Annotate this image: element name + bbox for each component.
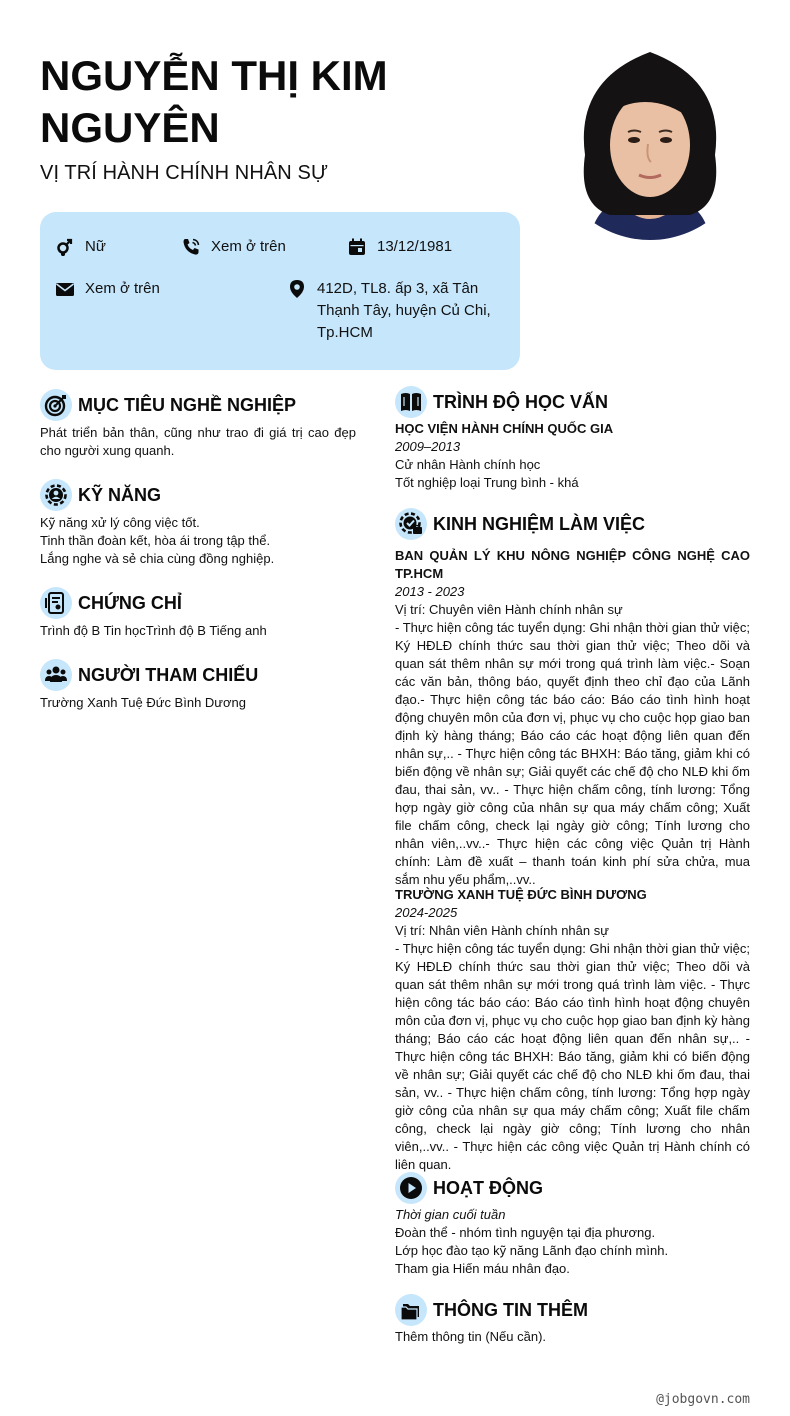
certificates-header bbox=[40, 587, 182, 619]
activities-header bbox=[395, 1172, 543, 1204]
gender-value: Nữ bbox=[85, 238, 106, 255]
contact-email bbox=[54, 278, 160, 300]
additional-text: Thêm thông tin (Nếu cần). bbox=[395, 1329, 547, 1344]
candidate-name: NGUYỄN THỊ KIM NGUYÊN bbox=[40, 52, 388, 151]
job-role: Vị trí: Chuyên viên Hành chính nhân sự bbox=[395, 602, 623, 617]
education-result: Tốt nghiệp loại Trung bình - khá bbox=[395, 475, 579, 490]
folder-icon bbox=[395, 1294, 427, 1326]
skill-item: Lắng nghe và sẻ chia cùng đồng nghiệp. bbox=[40, 551, 275, 566]
work-badge-icon bbox=[395, 508, 427, 540]
skill-item: Kỹ năng xử lý công việc tốt. bbox=[40, 515, 200, 530]
references-title: NGƯỜI THAM CHIẾU bbox=[78, 664, 259, 685]
education-header bbox=[395, 386, 608, 418]
job-description: - Thực hiện công tác tuyển dụng: Ghi nhận thời gian thử việc; Ký HĐLĐ chính thức sau thời gian thử việc; Theo dõi và quan sát thêm nhân sự mới trong quá trình làm việc.- Soạn các văn bản, thông báo, quyết định theo chỉ đạo của Lãnh đạo.- Thực hiện công tác báo cáo: Báo cáo tình hình hoạt động chuyên môn của đơn vị, phục vụ cho cuộc họp giao ban định kỳ hàng tháng; Báo cáo các hoạt động liên quan đến nhân sự,.. - Thực hiện công tác BHXH: Báo tăng, giảm khi có biến động về nhân sự; Giải quyết các chế độ cho NLĐ khi ốm đau, thai sản, vv.. - Thực hiện chấm công, tính lương: Tổng hợp ngày giờ công của nhân sự qua máy chấm công; Xuất file chấm công, check lại ngày giờ công; Tính lương cho nhân viên,..vv..- Thực hiện các công việc Quản trị Hành chính: Làm đề xuất – thanh toán kinh phí sửa chửa, mua sắm nhu yếu phẩm,..vv.. bbox=[395, 620, 750, 887]
skills-title: KỸ NĂNG bbox=[78, 484, 162, 505]
certificate-icon bbox=[40, 587, 72, 619]
activities-title: HOẠT ĐỘNG bbox=[433, 1177, 543, 1198]
activity-item: Đoàn thể - nhóm tình nguyện tại địa phương. bbox=[395, 1225, 656, 1240]
contact-address bbox=[286, 278, 506, 344]
job-organization: BAN QUẢN LÝ KHU NÔNG NGHIỆP CÔNG NGHỆ CAO TP.HCM bbox=[395, 548, 750, 581]
references-header bbox=[40, 659, 258, 691]
activities-period: Thời gian cuối tuần bbox=[395, 1207, 506, 1222]
objective-header bbox=[40, 389, 296, 421]
skills-header bbox=[40, 479, 161, 511]
education-degree: Cử nhân Hành chính học bbox=[395, 457, 541, 472]
education-school: HỌC VIỆN HÀNH CHÍNH QUỐC GIA bbox=[395, 421, 614, 436]
education-body bbox=[395, 420, 750, 492]
activity-item: Tham gia Hiến máu nhân đạo. bbox=[395, 1261, 570, 1276]
address-value: 412D, TL8. ấp 3, xã Tân Thạnh Tây, huyện Củ Chi, Tp.HCM bbox=[317, 280, 491, 341]
map-pin-icon bbox=[286, 278, 308, 300]
activity-item: Lớp học đào tạo kỹ năng Lãnh đạo chính mình. bbox=[395, 1243, 669, 1258]
book-icon bbox=[395, 386, 427, 418]
additional-title: THÔNG TIN THÊM bbox=[433, 1299, 588, 1320]
contact-birthday bbox=[346, 236, 452, 258]
envelope-icon bbox=[54, 278, 76, 300]
objective-title: MỤC TIÊU NGHỀ NGHIỆP bbox=[78, 394, 297, 415]
skill-item: Tinh thần đoàn kết, hòa ái trong tập thể. bbox=[40, 533, 271, 548]
email-value: Xem ở trên bbox=[85, 280, 160, 297]
phone-icon bbox=[180, 236, 202, 258]
watermark: @jobgovn.com bbox=[656, 1392, 750, 1407]
contact-box bbox=[40, 212, 520, 370]
job-organization: TRƯỜNG XANH TUỆ ĐỨC BÌNH DƯƠNG bbox=[395, 887, 647, 902]
education-title: TRÌNH ĐỘ HỌC VẤN bbox=[433, 391, 608, 412]
skills-list bbox=[40, 514, 356, 568]
skills-gear-icon bbox=[40, 479, 72, 511]
target-icon bbox=[40, 389, 72, 421]
avatar bbox=[550, 40, 750, 240]
certificates-text: Trình độ B Tin họcTrình độ B Tiếng anh bbox=[40, 623, 267, 638]
birthday-value: 13/12/1981 bbox=[377, 238, 453, 255]
activities-body bbox=[395, 1206, 750, 1278]
job-position: VỊ TRÍ HÀNH CHÍNH NHÂN SỰ bbox=[40, 162, 329, 184]
experience-job-1 bbox=[395, 547, 750, 889]
play-icon bbox=[395, 1172, 427, 1204]
contact-gender bbox=[54, 236, 106, 258]
contact-phone bbox=[180, 236, 286, 258]
certificates-title: CHỨNG CHỈ bbox=[78, 592, 182, 613]
calendar-icon bbox=[346, 236, 368, 258]
experience-header bbox=[395, 508, 645, 540]
phone-value: Xem ở trên bbox=[211, 238, 286, 255]
education-period: 2009–2013 bbox=[395, 439, 461, 454]
references-text: Trường Xanh Tuệ Đức Bình Dương bbox=[40, 695, 246, 710]
additional-header bbox=[395, 1294, 588, 1326]
experience-title: KINH NGHIỆM LÀM VIỆC bbox=[433, 513, 646, 534]
job-period: 2024-2025 bbox=[395, 905, 458, 920]
job-role: Vị trí: Nhân viên Hành chính nhân sự bbox=[395, 923, 609, 938]
gender-icon bbox=[54, 236, 76, 258]
people-icon bbox=[40, 659, 72, 691]
experience-job-2 bbox=[395, 886, 750, 1174]
job-period: 2013 - 2023 bbox=[395, 584, 465, 599]
objective-text: Phát triển bản thân, cũng như trao đi giá trị cao đẹp cho người xung quanh. bbox=[40, 425, 356, 458]
job-description: - Thực hiện công tác tuyển dụng: Ghi nhận thời gian thử việc; Ký HĐLĐ chính thức sau thời gian thử việc; Theo dõi và quan sát thêm nhân sự mới trong quá trình làm việc. - Thực hiện công tác báo cáo: Báo cáo tình hình hoạt động chuyên môn của đơn vị, phục vụ cho cuộc họp giao ban định kỳ hàng tháng; Báo cáo các hoạt động liên quan đến nhân sự,.. - Thực hiện công tác BHXH: Báo tăng, giảm khi có biến động về nhân sự; Giải quyết các chế độ cho NLĐ khi ốm đau, thai sản, vv.. - Thực hiện chấm công, tính lương: Tổng hợp ngày giờ công của nhân sự qua máy chấm công; Xuất file chấm công, check lại ngày giờ công; Tính lương cho nhân viên,..vv.. - Thực hiện các công việc Quản trị Hành chính có liên quan. bbox=[395, 941, 750, 1172]
